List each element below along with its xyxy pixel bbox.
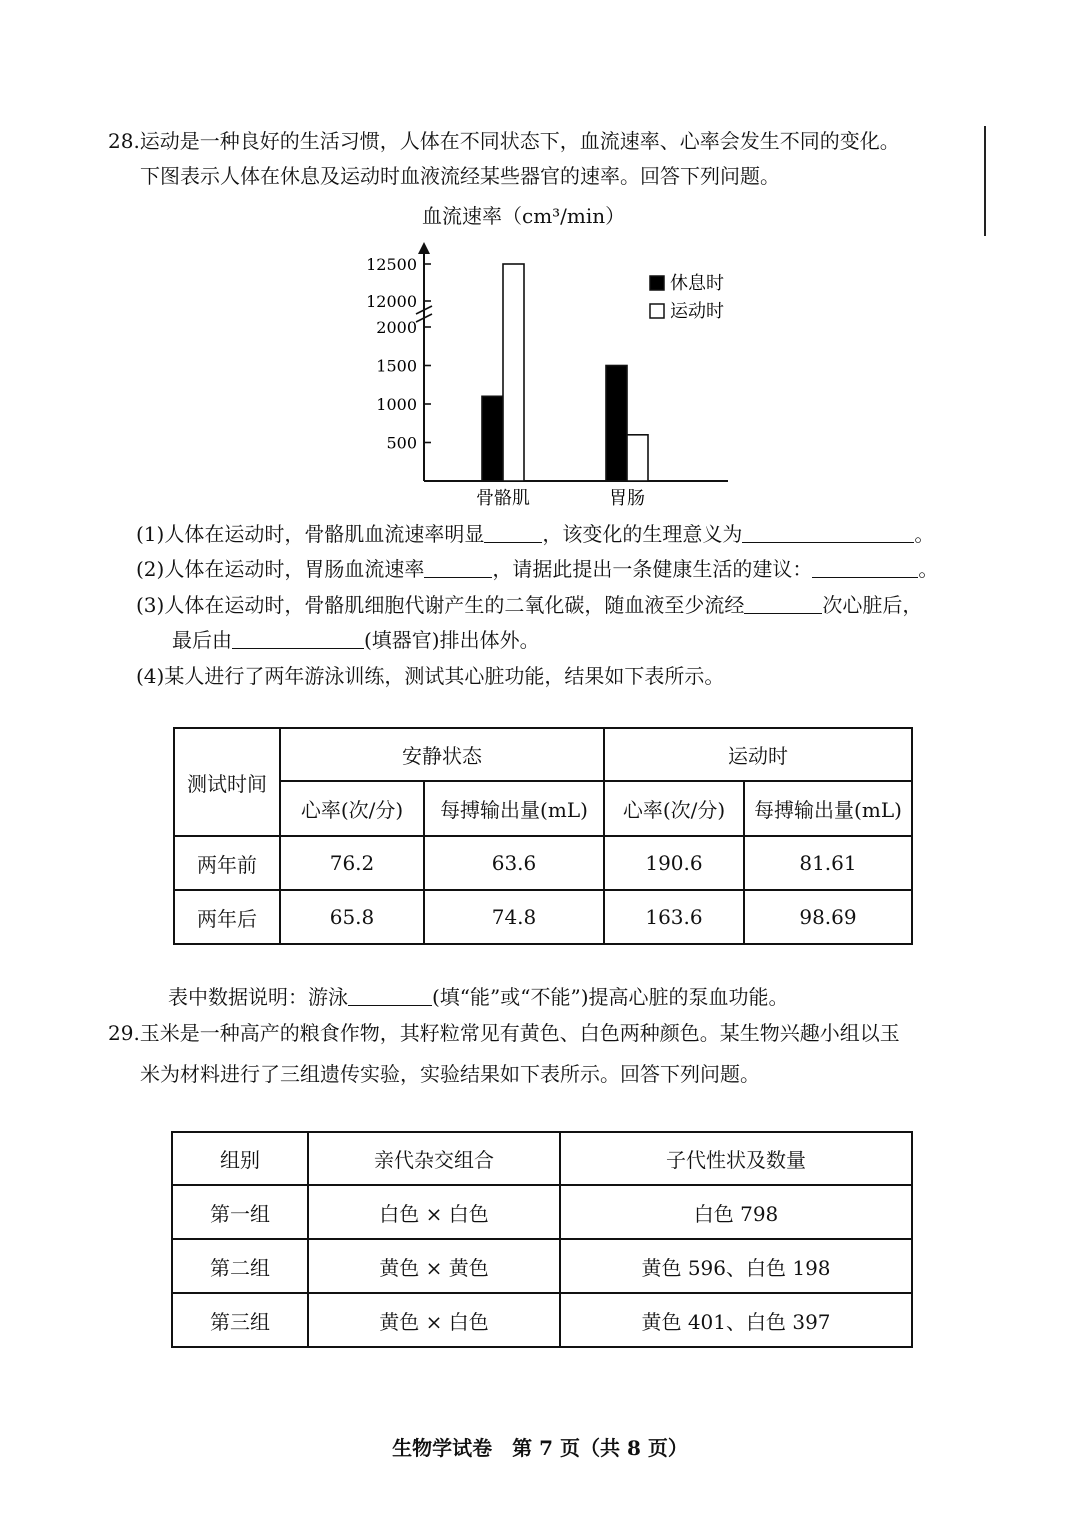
margin-rule <box>984 126 986 236</box>
y-tick-label: 1000 <box>376 395 417 414</box>
q28-sub1-text-a: (1)人体在运动时，骨骼肌血流速率明显 <box>136 522 485 546</box>
q28-sub1-blank1[interactable] <box>484 522 542 543</box>
table2-cell: 黄色 596、白色 198 <box>560 1239 912 1293</box>
table1-cell: 63.6 <box>424 836 604 890</box>
page-footer: 生物学试卷 第 7 页（共 8 页） <box>392 1436 688 1460</box>
q28-sub1-blank2[interactable] <box>742 522 914 543</box>
table1-cell: 74.8 <box>424 890 604 944</box>
table-row <box>172 1293 912 1347</box>
y-axis-arrow <box>418 242 430 254</box>
q28-stem-line1: 28.运动是一种良好的生活习惯，人体在不同状态下，血流速率、心率会发生不同的变化。 <box>108 129 900 153</box>
q28-sub2-blank2[interactable] <box>812 557 918 578</box>
q28-stem-line2: 下图表示人体在休息及运动时血液流经某些器官的速率。回答下列问题。 <box>140 164 780 188</box>
q28-sub3-text-d: (填器官)排出体外。 <box>364 628 540 652</box>
q28-sub2-text-c: 。 <box>918 557 939 581</box>
q28-conclusion <box>168 983 789 1011</box>
legend-swatch-exercise <box>650 304 664 318</box>
legend-label-exercise: 运动时 <box>670 301 724 322</box>
q28-sub3-text-a: (3)人体在运动时，骨骼肌细胞代谢产生的二氧化碳，随血液至少流经 <box>136 593 745 617</box>
q28-sub1 <box>136 520 934 548</box>
corn-genetics-table <box>171 1131 913 1348</box>
q28-concl-text-a: 表中数据说明：游泳 <box>168 985 348 1009</box>
table-header-row <box>172 1132 912 1185</box>
q28-sub2 <box>136 555 938 583</box>
table2-cell: 黄色 401、白色 397 <box>560 1293 912 1347</box>
table2-cell: 黄色 × 白色 <box>308 1293 560 1347</box>
bar-exercise-1 <box>627 435 648 481</box>
table-row <box>172 1239 912 1293</box>
table2-header: 子代性状及数量 <box>560 1132 912 1185</box>
table-row <box>172 1185 912 1239</box>
chart-title: 血流速率（cm³/min） <box>422 204 626 228</box>
q28-sub3-blank1[interactable] <box>744 593 822 614</box>
table-row <box>174 890 912 944</box>
table1-group-rest: 安静状态 <box>280 728 604 781</box>
q28-sub3-text-c: 最后由 <box>172 628 232 652</box>
table-row <box>174 836 912 890</box>
q28-sub3-text-b: 次心脏后， <box>822 593 923 617</box>
table1-col-rest-hr: 心率(次/分) <box>280 781 424 836</box>
q28-sub3-cont <box>172 626 540 654</box>
x-category-label: 骨骼肌 <box>476 488 530 509</box>
legend-label-rest: 休息时 <box>670 273 724 294</box>
table1-col-rest-sv: 每搏输出量(mL) <box>424 781 604 836</box>
q29-stem-line1: 29.玉米是一种高产的粮食作物，其籽粒常见有黄色、白色两种颜色。某生物兴趣小组以玉 <box>108 1021 900 1045</box>
heart-function-table <box>173 727 913 945</box>
table1-cell: 65.8 <box>280 890 424 944</box>
y-tick-label: 12000 <box>366 292 417 311</box>
table2-header: 组别 <box>172 1132 308 1185</box>
table1-cell: 190.6 <box>604 836 744 890</box>
q28-sub2-text-a: (2)人体在运动时，胃肠血流速率 <box>136 557 425 581</box>
q28-sub3-blank2[interactable] <box>232 628 364 649</box>
table1-corner: 测试时间 <box>174 728 280 836</box>
bar-rest-1 <box>606 366 627 482</box>
q28-sub1-text-c: 。 <box>914 522 935 546</box>
bar-exercise-0 <box>503 264 524 481</box>
q28-sub4: (4)某人进行了两年游泳训练，测试其心脏功能，结果如下表所示。 <box>136 664 725 688</box>
table2-cell: 第一组 <box>172 1185 308 1239</box>
legend-swatch-rest <box>650 276 664 290</box>
table2-cell: 第二组 <box>172 1239 308 1293</box>
table1-col-ex-sv: 每搏输出量(mL) <box>744 781 912 836</box>
q29-stem-line2: 米为材料进行了三组遗传实验，实验结果如下表所示。回答下列问题。 <box>140 1062 760 1086</box>
q28-sub1-text-b: ，该变化的生理意义为 <box>542 522 743 546</box>
table1-group-exercise: 运动时 <box>604 728 912 781</box>
blood-flow-bar-chart <box>360 238 760 514</box>
table1-cell: 163.6 <box>604 890 744 944</box>
q28-sub2-text-b: ，请据此提出一条健康生活的建议： <box>492 557 813 581</box>
q28-concl-text-b: (填“能”或“不能”)提高心脏的泵血功能。 <box>432 985 789 1009</box>
q28-sub3 <box>136 591 922 619</box>
table1-cell: 76.2 <box>280 836 424 890</box>
table2-cell: 白色 × 白色 <box>308 1185 560 1239</box>
y-tick-label: 500 <box>386 433 417 453</box>
table1-row-label: 两年后 <box>174 890 280 944</box>
table2-cell: 第三组 <box>172 1293 308 1347</box>
q28-concl-blank[interactable] <box>348 985 432 1006</box>
table1-row-label: 两年前 <box>174 836 280 890</box>
x-category-label: 胃肠 <box>609 488 645 509</box>
table1-col-ex-hr: 心率(次/分) <box>604 781 744 836</box>
table1-cell: 81.61 <box>744 836 912 890</box>
table2-cell: 黄色 × 黄色 <box>308 1239 560 1293</box>
y-tick-label: 2000 <box>376 318 417 337</box>
table2-cell: 白色 798 <box>560 1185 912 1239</box>
q28-sub2-blank1[interactable] <box>424 557 492 578</box>
table1-cell: 98.69 <box>744 890 912 944</box>
bar-rest-0 <box>482 396 503 481</box>
y-tick-label: 12500 <box>366 255 417 274</box>
table2-header: 亲代杂交组合 <box>308 1132 560 1185</box>
y-tick-label: 1500 <box>376 356 417 376</box>
